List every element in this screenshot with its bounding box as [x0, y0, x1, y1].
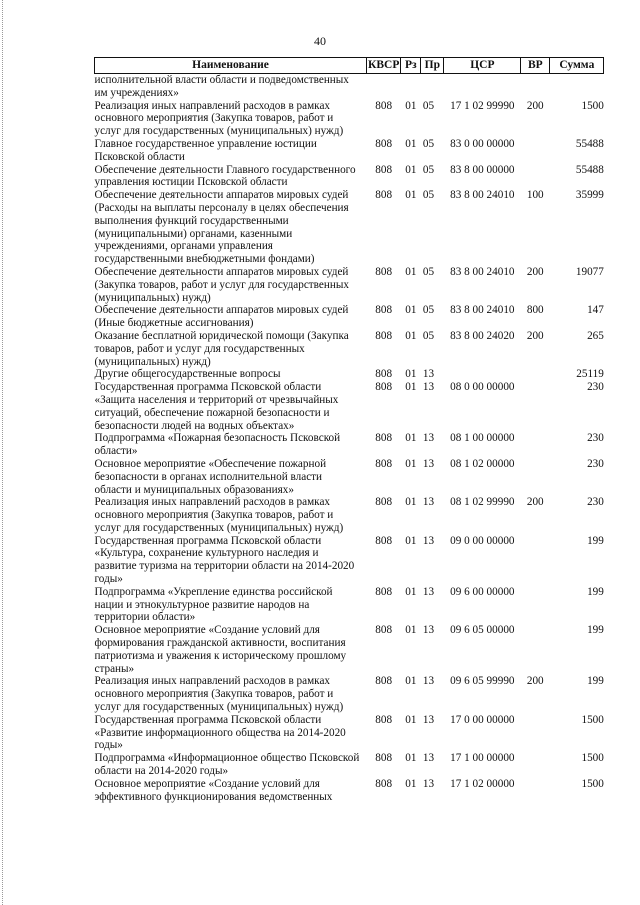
cell-csr: 17 1 02 00000: [450, 777, 515, 790]
cell-vr: [521, 458, 550, 496]
cell-pr: 05: [422, 304, 435, 317]
cell-sum: 265: [587, 329, 604, 342]
cell-name: Государственная программа Псковской области «Культура, сохранение культурного наследия и развитие туризма на территории области на 2014-2020 годы»: [94, 534, 355, 586]
cell-kvsr: 808: [375, 189, 393, 202]
cell-csr: 17 1 00 00000: [450, 752, 515, 765]
page-edge-line: [2, 0, 4, 905]
cell-rz: 01: [405, 304, 417, 317]
cell-sum: 1500: [581, 99, 604, 112]
cell-rz: 01: [405, 329, 417, 342]
cell-pr: 13: [422, 585, 435, 598]
cell-name: исполнительной власти области и подведомственных им учреждениях»: [94, 74, 349, 99]
cell-vr: 200: [526, 265, 544, 278]
cell-vr: [521, 752, 550, 778]
cell-sum: 55488: [575, 137, 604, 150]
cell-vr: [521, 624, 550, 675]
cell-name: Государственная программа Псковской области «Развитие информационного общества на 2014-2020 годы»: [94, 713, 346, 752]
cell-vr: [521, 586, 550, 624]
cell-rz: 01: [405, 368, 417, 381]
cell-rz: 01: [405, 585, 417, 598]
cell-kvsr: 808: [375, 713, 393, 726]
cell-vr: [521, 74, 550, 100]
cell-kvsr: 808: [375, 265, 393, 278]
cell-csr: 08 1 02 00000: [450, 457, 515, 470]
cell-csr: 83 0 00 00000: [450, 137, 515, 150]
table-row: [95, 74, 604, 100]
cell-csr: 09 6 00 00000: [450, 585, 515, 598]
header-sum: Сумма: [550, 58, 604, 74]
cell-sum: 230: [587, 432, 604, 445]
cell-kvsr: 808: [375, 496, 393, 509]
cell-pr: 05: [422, 189, 435, 202]
cell-csr: 08 1 00 00000: [450, 432, 515, 445]
cell-csr: 08 0 00 00000: [450, 381, 515, 394]
table-row: [95, 138, 604, 164]
cell-sum: 230: [587, 496, 604, 509]
cell-vr: [521, 535, 550, 586]
cell-csr: 83 8 00 24010: [450, 189, 515, 202]
cell-name: Государственная программа Псковской области «Защита населения и территорий от чрезвычайных ситуаций, обеспечение пожарной безопасности и безопасности людей на водных объектах»: [94, 381, 339, 432]
cell-pr: 13: [422, 496, 435, 509]
budget-table: [94, 57, 604, 803]
cell-pr: 13: [422, 713, 435, 726]
cell-pr: 05: [422, 265, 435, 278]
cell-name: Оказание бесплатной юридической помощи (Закупка товаров, работ и услуг для государственных (муниципальных) нужд): [94, 329, 349, 368]
cell-csr: 17 0 00 00000: [450, 713, 515, 726]
cell-kvsr: 808: [375, 585, 393, 598]
cell-csr: 83 8 00 24020: [450, 329, 515, 342]
cell-rz: 01: [405, 534, 417, 547]
cell-sum: 199: [587, 624, 604, 637]
cell-rz: 01: [405, 163, 417, 176]
table-row: [95, 778, 604, 804]
table-row: [95, 752, 604, 778]
cell-kvsr: 808: [375, 163, 393, 176]
cell-vr: [521, 432, 550, 458]
cell-rz: 01: [405, 624, 417, 637]
cell-sum: 199: [587, 585, 604, 598]
cell-rz: [401, 74, 421, 100]
cell-vr: 800: [526, 304, 544, 317]
page-number: 40: [314, 34, 326, 48]
table-row: [95, 496, 604, 534]
table-row: [95, 432, 604, 458]
cell-rz: 01: [405, 457, 417, 470]
cell-kvsr: 808: [375, 675, 393, 688]
cell-sum: 35999: [575, 189, 604, 202]
cell-sum: 1500: [581, 777, 604, 790]
cell-rz: 01: [405, 496, 417, 509]
cell-name: Обеспечение деятельности аппаратов мировых судей (Закупка товаров, работ и услуг для государственных (муниципальных) нужд): [94, 265, 349, 304]
cell-sum: 1500: [581, 713, 604, 726]
table-row: [95, 164, 604, 190]
cell-kvsr: 808: [375, 368, 393, 381]
cell-name: Подпрограмма «Пожарная безопасность Псковской области»: [94, 432, 341, 458]
cell-name: Реализация иных направлений расходов в рамках основного мероприятия (Закупка товаров, работ и услуг для государственных (муниципальных) нужд): [94, 496, 344, 534]
cell-rz: 01: [405, 675, 417, 688]
cell-name: Обеспечение деятельности аппаратов мировых судей (Иные бюджетные ассигнования): [94, 304, 349, 330]
table-row: [95, 675, 604, 713]
cell-name: Основное мероприятие «Обеспечение пожарной безопасности в органах исполнительной власти области и муниципальных образованиях»: [94, 457, 327, 496]
cell-kvsr: 808: [375, 457, 393, 470]
header-rz: Рз: [401, 58, 421, 74]
cell-kvsr: 808: [375, 99, 393, 112]
cell-vr: 200: [526, 329, 544, 342]
cell-name: Подпрограмма «Укрепление единства российской нации и этнокультурное развитие народов на территории области»: [94, 585, 333, 624]
table-row: [95, 189, 604, 266]
header-vr: ВР: [521, 58, 550, 74]
cell-vr: [521, 138, 550, 164]
table-row: [95, 624, 604, 675]
cell-pr: 05: [422, 99, 435, 112]
cell-rz: 01: [405, 432, 417, 445]
cell-kvsr: 808: [375, 777, 393, 790]
cell-csr: 08 1 02 99990: [450, 496, 515, 509]
cell-name: Основное мероприятие «Создание условий для формирования гражданской активности, воспитания патриотизма и уважения к историческому прошлому страны»: [94, 624, 347, 675]
cell-sum: 147: [587, 304, 604, 317]
table-header-row: [95, 58, 604, 74]
table-row: [95, 458, 604, 496]
cell-sum: [550, 74, 604, 100]
cell-vr: [521, 368, 550, 381]
cell-rz: 01: [405, 713, 417, 726]
cell-vr: [521, 164, 550, 190]
cell-name: Реализация иных направлений расходов в рамках основного мероприятия (Закупка товаров, работ и услуг для государственных (муниципальных) нужд): [94, 99, 344, 138]
cell-rz: 01: [405, 777, 417, 790]
cell-sum: 199: [587, 534, 604, 547]
cell-kvsr: 808: [375, 137, 393, 150]
cell-csr: 83 8 00 00000: [450, 163, 515, 176]
cell-pr: 13: [422, 777, 435, 790]
cell-name: Обеспечение деятельности Главного государственного управления юстиции Псковской области: [94, 163, 356, 189]
cell-csr: 09 6 05 99990: [450, 675, 515, 688]
table-row: [95, 586, 604, 624]
cell-pr: 05: [422, 137, 435, 150]
cell-name: Подпрограмма «Информационное общество Псковской области на 2014-2020 годы»: [94, 752, 360, 778]
cell-csr: [444, 74, 521, 100]
cell-name: Главное государственное управление юстиции Псковской области: [94, 137, 317, 163]
cell-rz: 01: [405, 137, 417, 150]
cell-vr: 200: [526, 675, 544, 688]
cell-name: Реализация иных направлений расходов в рамках основного мероприятия (Закупка товаров, работ и услуг для государственных (муниципальных) нужд): [94, 675, 344, 714]
cell-rz: 01: [405, 265, 417, 278]
cell-pr: 13: [422, 432, 435, 445]
table-row: [95, 381, 604, 432]
table-row: [95, 368, 604, 381]
cell-csr: [444, 368, 521, 381]
cell-rz: 01: [405, 189, 417, 202]
cell-sum: 19077: [575, 265, 604, 278]
cell-pr: 13: [422, 457, 435, 470]
cell-pr: [421, 74, 444, 100]
cell-vr: 200: [526, 99, 544, 112]
cell-csr: 83 8 00 24010: [450, 265, 515, 278]
cell-csr: 09 6 05 00000: [450, 624, 515, 637]
cell-vr: [521, 778, 550, 804]
cell-pr: 13: [422, 624, 435, 637]
table-row: [95, 100, 604, 138]
table-row: [95, 535, 604, 586]
cell-name: Другие общегосударственные вопросы: [94, 368, 281, 381]
cell-kvsr: [367, 74, 401, 100]
cell-pr: 13: [422, 675, 435, 688]
cell-rz: 01: [405, 99, 417, 112]
cell-vr: [521, 381, 550, 432]
cell-sum: 199: [587, 675, 604, 688]
table-row: [95, 330, 604, 368]
cell-pr: 13: [422, 381, 435, 394]
cell-sum: 55488: [575, 163, 604, 176]
cell-kvsr: 808: [375, 624, 393, 637]
table-row: [95, 714, 604, 752]
cell-kvsr: 808: [375, 534, 393, 547]
cell-kvsr: 808: [375, 329, 393, 342]
cell-pr: 13: [422, 368, 435, 381]
cell-vr: [521, 714, 550, 752]
cell-pr: 13: [422, 752, 435, 765]
cell-rz: 01: [405, 381, 417, 394]
cell-vr: 100: [526, 189, 544, 202]
header-name: Наименование: [95, 58, 367, 74]
cell-pr: 13: [422, 534, 435, 547]
cell-pr: 05: [422, 329, 435, 342]
table-body: [95, 74, 604, 804]
cell-name: Обеспечение деятельности аппаратов мировых судей (Расходы на выплаты персоналу в целях обеспечения выполнения функций государственными (муниципальными) органами, казенными учреждениями, органами управления государственными внебюджетными фондами): [94, 189, 349, 266]
table-row: [95, 266, 604, 304]
cell-rz: 01: [405, 752, 417, 765]
cell-kvsr: 808: [375, 304, 393, 317]
cell-sum: 1500: [581, 752, 604, 765]
cell-csr: 83 8 00 24010: [450, 304, 515, 317]
header-csr: ЦСР: [444, 58, 521, 74]
cell-pr: 05: [422, 163, 435, 176]
cell-kvsr: 808: [375, 432, 393, 445]
table-row: [95, 304, 604, 330]
header-pr: Пр: [421, 58, 444, 74]
cell-sum: 230: [587, 381, 604, 394]
cell-csr: 09 0 00 00000: [450, 534, 515, 547]
cell-csr: 17 1 02 99990: [450, 99, 515, 112]
cell-name: Основное мероприятие «Создание условий для эффективного функционирования ведомственных: [94, 777, 333, 803]
cell-sum: 25119: [576, 368, 604, 381]
cell-kvsr: 808: [375, 381, 393, 394]
cell-kvsr: 808: [375, 752, 393, 765]
header-kvsr: КВСР: [367, 58, 401, 74]
cell-sum: 230: [587, 457, 604, 470]
cell-vr: 200: [526, 496, 544, 509]
